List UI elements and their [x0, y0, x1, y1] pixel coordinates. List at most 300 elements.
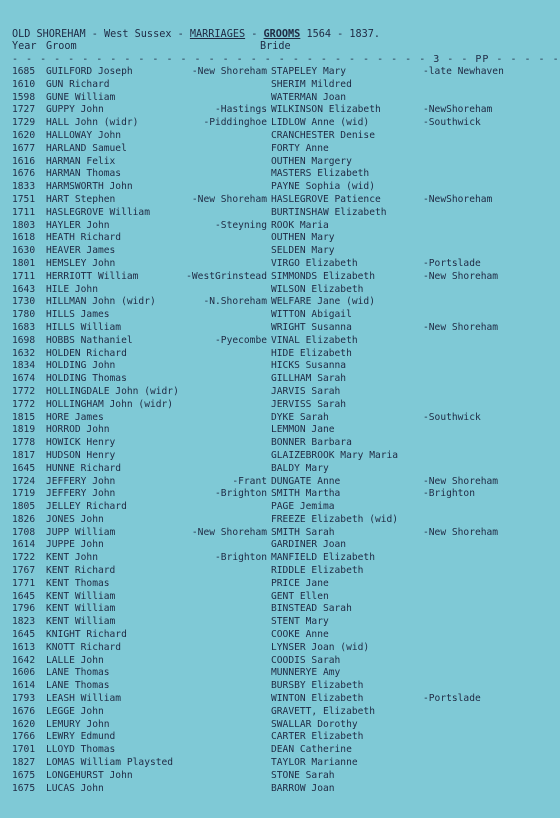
- year-cell: 1796: [12, 603, 36, 615]
- divider-line: - - - - - - - - - - - - - - - - - - - - - - - - - - - - - - 3 - - PP - - - - -: [12, 54, 560, 65]
- groom-cell: HOBBS Nathaniel: [46, 334, 133, 346]
- bride-cell: BURSBY Elizabeth: [271, 680, 364, 692]
- groom-parish-cell: [169, 207, 271, 220]
- bride-parish-cell: [423, 680, 461, 693]
- groom-parish-cell: -New Shoreham: [191, 66, 267, 77]
- bride-parish-cell: -New Shoreham: [423, 321, 499, 333]
- groom-cell: HILLS James: [46, 309, 110, 321]
- groom-cell: HOLLINGDALE John (widr): [46, 385, 179, 397]
- table-row: [12, 667, 468, 680]
- year-cell: 1642: [12, 654, 36, 666]
- column-header: [12, 41, 468, 53]
- year-cell: 1827: [12, 757, 36, 769]
- table-row: [12, 642, 468, 655]
- bride-cell: FORTY Anne: [271, 142, 329, 154]
- bride-cell: COOKE Anne: [271, 629, 329, 641]
- bride-cell: BALDY Mary: [271, 462, 329, 474]
- year-cell: 1620: [12, 718, 36, 730]
- year-cell: 1708: [12, 526, 36, 538]
- groom-parish-cell: [169, 642, 271, 655]
- year-cell: 1833: [12, 181, 36, 193]
- bride-parish-cell: [423, 130, 461, 143]
- table-row: [12, 655, 468, 668]
- title-index: GROOMS: [263, 29, 301, 40]
- table-row: [12, 514, 468, 527]
- bride-parish-cell: -Portslade: [423, 257, 481, 269]
- table-row: [12, 565, 468, 578]
- bride-cell: MUNNERYE Amy: [271, 667, 341, 679]
- bride-parish-cell: [423, 348, 461, 361]
- year-cell: 1614: [12, 680, 36, 692]
- table-row: [12, 629, 468, 642]
- table-row: [12, 450, 468, 463]
- year-cell: 1645: [12, 590, 36, 602]
- bride-cell: LYNSER Joan (wid): [271, 641, 370, 653]
- year-cell: 1766: [12, 731, 36, 743]
- table-row: [12, 220, 468, 233]
- groom-cell: LANE Thomas: [46, 680, 110, 692]
- bride-cell: CRANCHESTER Denise: [271, 129, 375, 141]
- title-place: OLD SHOREHAM - West Sussex -: [12, 29, 184, 40]
- groom-parish-cell: -New Shoreham: [191, 526, 267, 538]
- groom-parish-cell: [169, 616, 271, 629]
- table-row: [12, 143, 468, 156]
- bride-parish-cell: [423, 603, 461, 616]
- bride-parish-cell: [423, 744, 461, 757]
- groom-cell: HUDSON Henry: [46, 449, 116, 461]
- groom-cell: KENT Thomas: [46, 577, 110, 589]
- groom-cell: HARMSWORTH John: [46, 181, 133, 193]
- year-cell: 1724: [12, 475, 36, 487]
- year-cell: 1805: [12, 501, 36, 513]
- year-cell: 1719: [12, 488, 36, 500]
- bride-cell: SIMMONDS Elizabeth: [271, 270, 375, 282]
- groom-parish-cell: [169, 322, 271, 335]
- groom-parish-cell: -Hastings: [215, 104, 267, 116]
- table-row: [12, 156, 468, 169]
- bride-parish-cell: [423, 450, 461, 463]
- year-cell: 1701: [12, 744, 36, 756]
- year-cell: 1834: [12, 360, 36, 372]
- groom-parish-cell: [169, 79, 271, 92]
- title-separator: -: [251, 29, 258, 40]
- table-row: [12, 360, 468, 373]
- bride-cell: PAYNE Sophia (wid): [271, 181, 375, 193]
- bride-cell: MANFIELD Elizabeth: [271, 552, 375, 564]
- groom-cell: HORE James: [46, 411, 104, 423]
- table-row: [12, 130, 468, 143]
- bride-parish-cell: -Portslade: [423, 693, 481, 705]
- groom-cell: LUCAS John: [46, 782, 104, 794]
- bride-cell: STONE Sarah: [271, 769, 335, 781]
- bride-parish-cell: [423, 642, 461, 655]
- year-cell: 1645: [12, 629, 36, 641]
- table-row: [12, 373, 468, 386]
- groom-parish-cell: [169, 731, 271, 744]
- bride-parish-cell: [423, 207, 461, 220]
- table-row: [12, 719, 468, 732]
- table-row: [12, 232, 468, 245]
- bride-parish-cell: [423, 335, 461, 348]
- table-row: [12, 66, 504, 79]
- year-cell: 1676: [12, 168, 36, 180]
- bride-parish-cell: -late Newhaven: [423, 66, 504, 77]
- table-row: [12, 539, 468, 552]
- table-row: [12, 488, 475, 501]
- groom-cell: HEMSLEY John: [46, 257, 116, 269]
- bride-parish-cell: [423, 552, 461, 565]
- bride-cell: SMITH Sarah: [271, 526, 335, 538]
- groom-parish-cell: [169, 744, 271, 757]
- year-cell: 1677: [12, 142, 36, 154]
- table-row: [12, 411, 481, 425]
- table-row: [12, 193, 493, 207]
- table-row: [12, 578, 468, 591]
- bride-cell: LEMMON Jane: [271, 424, 335, 436]
- year-cell: 1685: [12, 66, 36, 77]
- year-cell: 1632: [12, 347, 36, 359]
- groom-parish-cell: [169, 450, 271, 463]
- year-cell: 1614: [12, 539, 36, 551]
- groom-parish-cell: -Brighton: [215, 552, 267, 564]
- groom-parish-cell: [169, 130, 271, 143]
- year-cell: 1793: [12, 693, 36, 705]
- bride-parish-cell: [423, 463, 461, 476]
- bride-parish-cell: [423, 309, 461, 322]
- groom-cell: KENT William: [46, 590, 116, 602]
- table-row: [12, 757, 468, 770]
- title-section: MARRIAGES: [189, 29, 246, 40]
- groom-cell: GUPPY John: [46, 104, 104, 116]
- year-cell: 1801: [12, 257, 36, 269]
- bride-cell: HICKS Susanna: [271, 360, 347, 372]
- groom-cell: KENT John: [46, 552, 98, 564]
- year-cell: 1730: [12, 296, 36, 308]
- bride-cell: OUTHEN Mary: [271, 232, 335, 244]
- bride-parish-cell: -Southwick: [423, 117, 481, 129]
- table-row: [12, 207, 468, 220]
- groom-cell: HOLDING Thomas: [46, 373, 127, 385]
- year-cell: 1727: [12, 104, 36, 116]
- groom-cell: LLOYD Thomas: [46, 744, 116, 756]
- bride-cell: WELFARE Jane (wid): [271, 296, 375, 308]
- bride-parish-cell: [423, 437, 461, 450]
- groom-cell: LEASH William: [46, 693, 122, 705]
- groom-parish-cell: [169, 258, 271, 271]
- table-row: [12, 475, 499, 489]
- groom-cell: HARMAN Thomas: [46, 168, 122, 180]
- groom-parish-cell: [169, 693, 271, 706]
- bride-parish-cell: [423, 719, 461, 732]
- bride-parish-cell: [423, 232, 461, 245]
- table-row: [12, 731, 468, 744]
- table-row: [12, 526, 499, 540]
- groom-parish-cell: [169, 578, 271, 591]
- groom-cell: JONES John: [46, 513, 104, 525]
- year-cell: 1722: [12, 552, 36, 564]
- table-row: [12, 270, 499, 284]
- groom-cell: HOWICK Henry: [46, 437, 116, 449]
- bride-parish-cell: [423, 220, 461, 233]
- groom-parish-cell: [169, 501, 271, 514]
- groom-cell: HARMAN Felix: [46, 155, 116, 167]
- groom-parish-cell: [169, 719, 271, 732]
- table-row: [12, 257, 481, 271]
- bride-cell: GARDINER Joan: [271, 539, 347, 551]
- bride-parish-cell: [423, 373, 461, 386]
- groom-parish-cell: [169, 232, 271, 245]
- groom-cell: KNIGHT Richard: [46, 629, 127, 641]
- groom-cell: JEFFERY John: [46, 475, 116, 487]
- bride-cell: WILKINSON Elizabeth: [271, 104, 381, 116]
- year-cell: 1803: [12, 219, 36, 231]
- bride-cell: GRAVETT, Elizabeth: [271, 705, 375, 717]
- bride-parish-cell: [423, 757, 461, 770]
- groom-cell: KENT William: [46, 603, 116, 615]
- table-row: [12, 424, 468, 437]
- year-cell: 1675: [12, 782, 36, 794]
- groom-cell: HUNNE Richard: [46, 462, 122, 474]
- bride-parish-cell: [423, 655, 461, 668]
- year-cell: 1771: [12, 577, 36, 589]
- year-cell: 1780: [12, 309, 36, 321]
- groom-parish-cell: [169, 424, 271, 437]
- bride-parish-cell: [423, 783, 461, 796]
- year-cell: 1643: [12, 283, 36, 295]
- groom-parish-cell: -Steyning: [215, 219, 267, 231]
- title-years: 1564 - 1837.: [306, 29, 381, 40]
- bride-cell: GLAIZEBROOK Mary Maria: [271, 449, 399, 461]
- groom-parish-cell: -N.Shoreham: [203, 296, 267, 308]
- bride-parish-cell: [423, 92, 461, 105]
- bride-cell: STENT Mary: [271, 616, 329, 628]
- table-row: [12, 603, 468, 616]
- groom-cell: HILE John: [46, 283, 98, 295]
- groom-cell: LONGEHURST John: [46, 769, 133, 781]
- year-cell: 1819: [12, 424, 36, 436]
- bride-parish-cell: -New Shoreham: [423, 475, 499, 487]
- groom-cell: LEGGE John: [46, 705, 104, 717]
- groom-parish-cell: [169, 757, 271, 770]
- bride-cell: STAPELEY Mary: [271, 66, 347, 77]
- year-cell: 1610: [12, 78, 36, 90]
- table-row: [12, 296, 468, 309]
- table-row: [12, 693, 481, 706]
- groom-parish-cell: [169, 245, 271, 258]
- groom-cell: GUN Richard: [46, 78, 110, 90]
- groom-cell: HALLOWAY John: [46, 129, 122, 141]
- groom-parish-cell: [169, 629, 271, 642]
- bride-parish-cell: -NewShoreham: [423, 193, 493, 205]
- year-cell: 1618: [12, 232, 36, 244]
- bride-cell: DUNGATE Anne: [271, 475, 341, 487]
- year-cell: 1645: [12, 462, 36, 474]
- groom-cell: HOLDEN Richard: [46, 347, 127, 359]
- year-cell: 1778: [12, 437, 36, 449]
- groom-parish-cell: [169, 437, 271, 450]
- bride-cell: OUTHEN Margery: [271, 155, 352, 167]
- bride-parish-cell: [423, 386, 461, 399]
- table-row: [12, 463, 468, 476]
- table-row: [12, 168, 468, 181]
- year-cell: 1613: [12, 641, 36, 653]
- groom-parish-cell: [169, 539, 271, 552]
- groom-cell: HOLDING John: [46, 360, 116, 372]
- groom-parish-cell: [169, 168, 271, 181]
- year-cell: 1711: [12, 270, 36, 282]
- bride-parish-cell: [423, 539, 461, 552]
- bride-parish-cell: [423, 399, 461, 412]
- bride-parish-cell: [423, 770, 461, 783]
- bride-cell: MASTERS Elizabeth: [271, 168, 370, 180]
- groom-parish-cell: [169, 143, 271, 156]
- groom-cell: HILLMAN John (widr): [46, 296, 156, 308]
- table-row: [12, 783, 468, 796]
- bride-parish-cell: [423, 616, 461, 629]
- bride-cell: WILSON Elizabeth: [271, 283, 364, 295]
- table-row: [12, 117, 481, 130]
- groom-parish-cell: [169, 680, 271, 693]
- bride-cell: COODIS Sarah: [271, 654, 341, 666]
- groom-parish-cell: [169, 92, 271, 105]
- bride-parish-cell: [423, 591, 461, 604]
- bride-parish-cell: [423, 731, 461, 744]
- groom-parish-cell: [169, 284, 271, 297]
- bride-cell: HIDE Elizabeth: [271, 347, 352, 359]
- table-row: [12, 348, 468, 361]
- year-cell: 1751: [12, 193, 36, 205]
- year-cell: 1817: [12, 449, 36, 461]
- year-header: Year: [12, 41, 37, 52]
- bride-parish-cell: -New Shoreham: [423, 270, 499, 282]
- groom-cell: HERRIOTT William: [46, 270, 139, 282]
- groom-cell: JELLEY Richard: [46, 501, 127, 513]
- groom-parish-cell: [169, 565, 271, 578]
- bride-cell: LIDLOW Anne (wid): [271, 117, 370, 129]
- year-cell: 1826: [12, 513, 36, 525]
- year-cell: 1675: [12, 769, 36, 781]
- bride-parish-cell: [423, 706, 461, 719]
- bride-parish-cell: [423, 79, 461, 92]
- bride-cell: RIDDLE Elizabeth: [271, 565, 364, 577]
- bride-cell: VINAL Elizabeth: [271, 334, 358, 346]
- groom-parish-cell: [169, 463, 271, 476]
- groom-cell: LOMAS William Playsted: [46, 757, 174, 769]
- year-cell: 1683: [12, 321, 36, 333]
- groom-cell: HILLS William: [46, 321, 122, 333]
- bride-cell: BARROW Joan: [271, 782, 335, 794]
- bride-parish-cell: [423, 156, 461, 169]
- year-cell: 1606: [12, 667, 36, 679]
- bride-parish-cell: [423, 284, 461, 297]
- groom-parish-cell: -Frant: [232, 475, 267, 487]
- groom-cell: LALLE John: [46, 654, 104, 666]
- groom-parish-cell: [169, 591, 271, 604]
- year-cell: 1729: [12, 117, 36, 129]
- year-cell: 1711: [12, 206, 36, 218]
- year-cell: 1698: [12, 334, 36, 346]
- groom-cell: HEAVER James: [46, 245, 116, 257]
- groom-cell: JUPPE John: [46, 539, 104, 551]
- year-cell: 1620: [12, 129, 36, 141]
- table-row: [12, 552, 468, 565]
- groom-cell: GUNE William: [46, 91, 116, 103]
- bride-cell: SWALLAR Dorothy: [271, 718, 358, 730]
- groom-cell: HAYLER John: [46, 219, 110, 231]
- groom-cell: GUILFORD Joseph: [46, 66, 133, 77]
- bride-parish-cell: [423, 168, 461, 181]
- bride-cell: GILLHAM Sarah: [271, 373, 347, 385]
- groom-parish-cell: -Brighton: [215, 488, 267, 500]
- table-row: [12, 616, 468, 629]
- groom-cell: HALL John (widr): [46, 117, 139, 129]
- marriage-list: [12, 66, 504, 795]
- bride-parish-cell: [423, 245, 461, 258]
- groom-parish-cell: [169, 770, 271, 783]
- bride-cell: WITTON Abigail: [271, 309, 352, 321]
- table-row: [12, 501, 468, 514]
- year-cell: 1815: [12, 411, 36, 423]
- groom-cell: LANE Thomas: [46, 667, 110, 679]
- bride-parish-cell: -Brighton: [423, 488, 475, 500]
- bride-cell: DYKE Sarah: [271, 411, 329, 423]
- table-row: [12, 335, 468, 348]
- bride-header: Bride: [260, 41, 291, 52]
- bride-cell: FREEZE Elizabeth (wid): [271, 513, 399, 525]
- bride-parish-cell: [423, 514, 461, 527]
- document-title: [12, 28, 468, 41]
- table-row: [12, 284, 468, 297]
- groom-parish-cell: [169, 181, 271, 194]
- groom-parish-cell: [169, 603, 271, 616]
- year-cell: 1767: [12, 565, 36, 577]
- bride-cell: WINTON Elizabeth: [271, 693, 364, 705]
- bride-parish-cell: [423, 578, 461, 591]
- groom-parish-cell: [169, 156, 271, 169]
- groom-parish-cell: [169, 706, 271, 719]
- groom-cell: KNOTT Richard: [46, 641, 122, 653]
- groom-cell: HEATH Richard: [46, 232, 122, 244]
- year-cell: 1630: [12, 245, 36, 257]
- bride-parish-cell: [423, 296, 461, 309]
- groom-parish-cell: [169, 655, 271, 668]
- bride-cell: GENT Ellen: [271, 590, 329, 602]
- table-row: [12, 245, 468, 258]
- table-row: [12, 181, 468, 194]
- bride-parish-cell: [423, 360, 461, 373]
- groom-parish-cell: [169, 360, 271, 373]
- year-cell: 1598: [12, 91, 36, 103]
- bride-parish-cell: [423, 667, 461, 680]
- groom-parish-cell: [169, 373, 271, 386]
- bride-cell: JERVISS Sarah: [271, 398, 347, 410]
- table-row: [12, 79, 468, 92]
- year-cell: 1823: [12, 616, 36, 628]
- groom-parish-cell: -Piddinghoe: [203, 117, 267, 129]
- table-row: [12, 92, 468, 105]
- table-row: [12, 437, 468, 450]
- bride-cell: PAGE Jemima: [271, 501, 335, 513]
- groom-parish-cell: -Pyecombe: [215, 334, 267, 346]
- table-row: [12, 770, 468, 783]
- bride-cell: SHERIM Mildred: [271, 78, 352, 90]
- groom-cell: JUPP William: [46, 526, 116, 538]
- bride-cell: BINSTEAD Sarah: [271, 603, 352, 615]
- groom-cell: HARLAND Samuel: [46, 142, 127, 154]
- groom-cell: JEFFERY John: [46, 488, 116, 500]
- groom-parish-cell: -New Shoreham: [191, 193, 267, 205]
- bride-cell: WATERMAN Joan: [271, 91, 347, 103]
